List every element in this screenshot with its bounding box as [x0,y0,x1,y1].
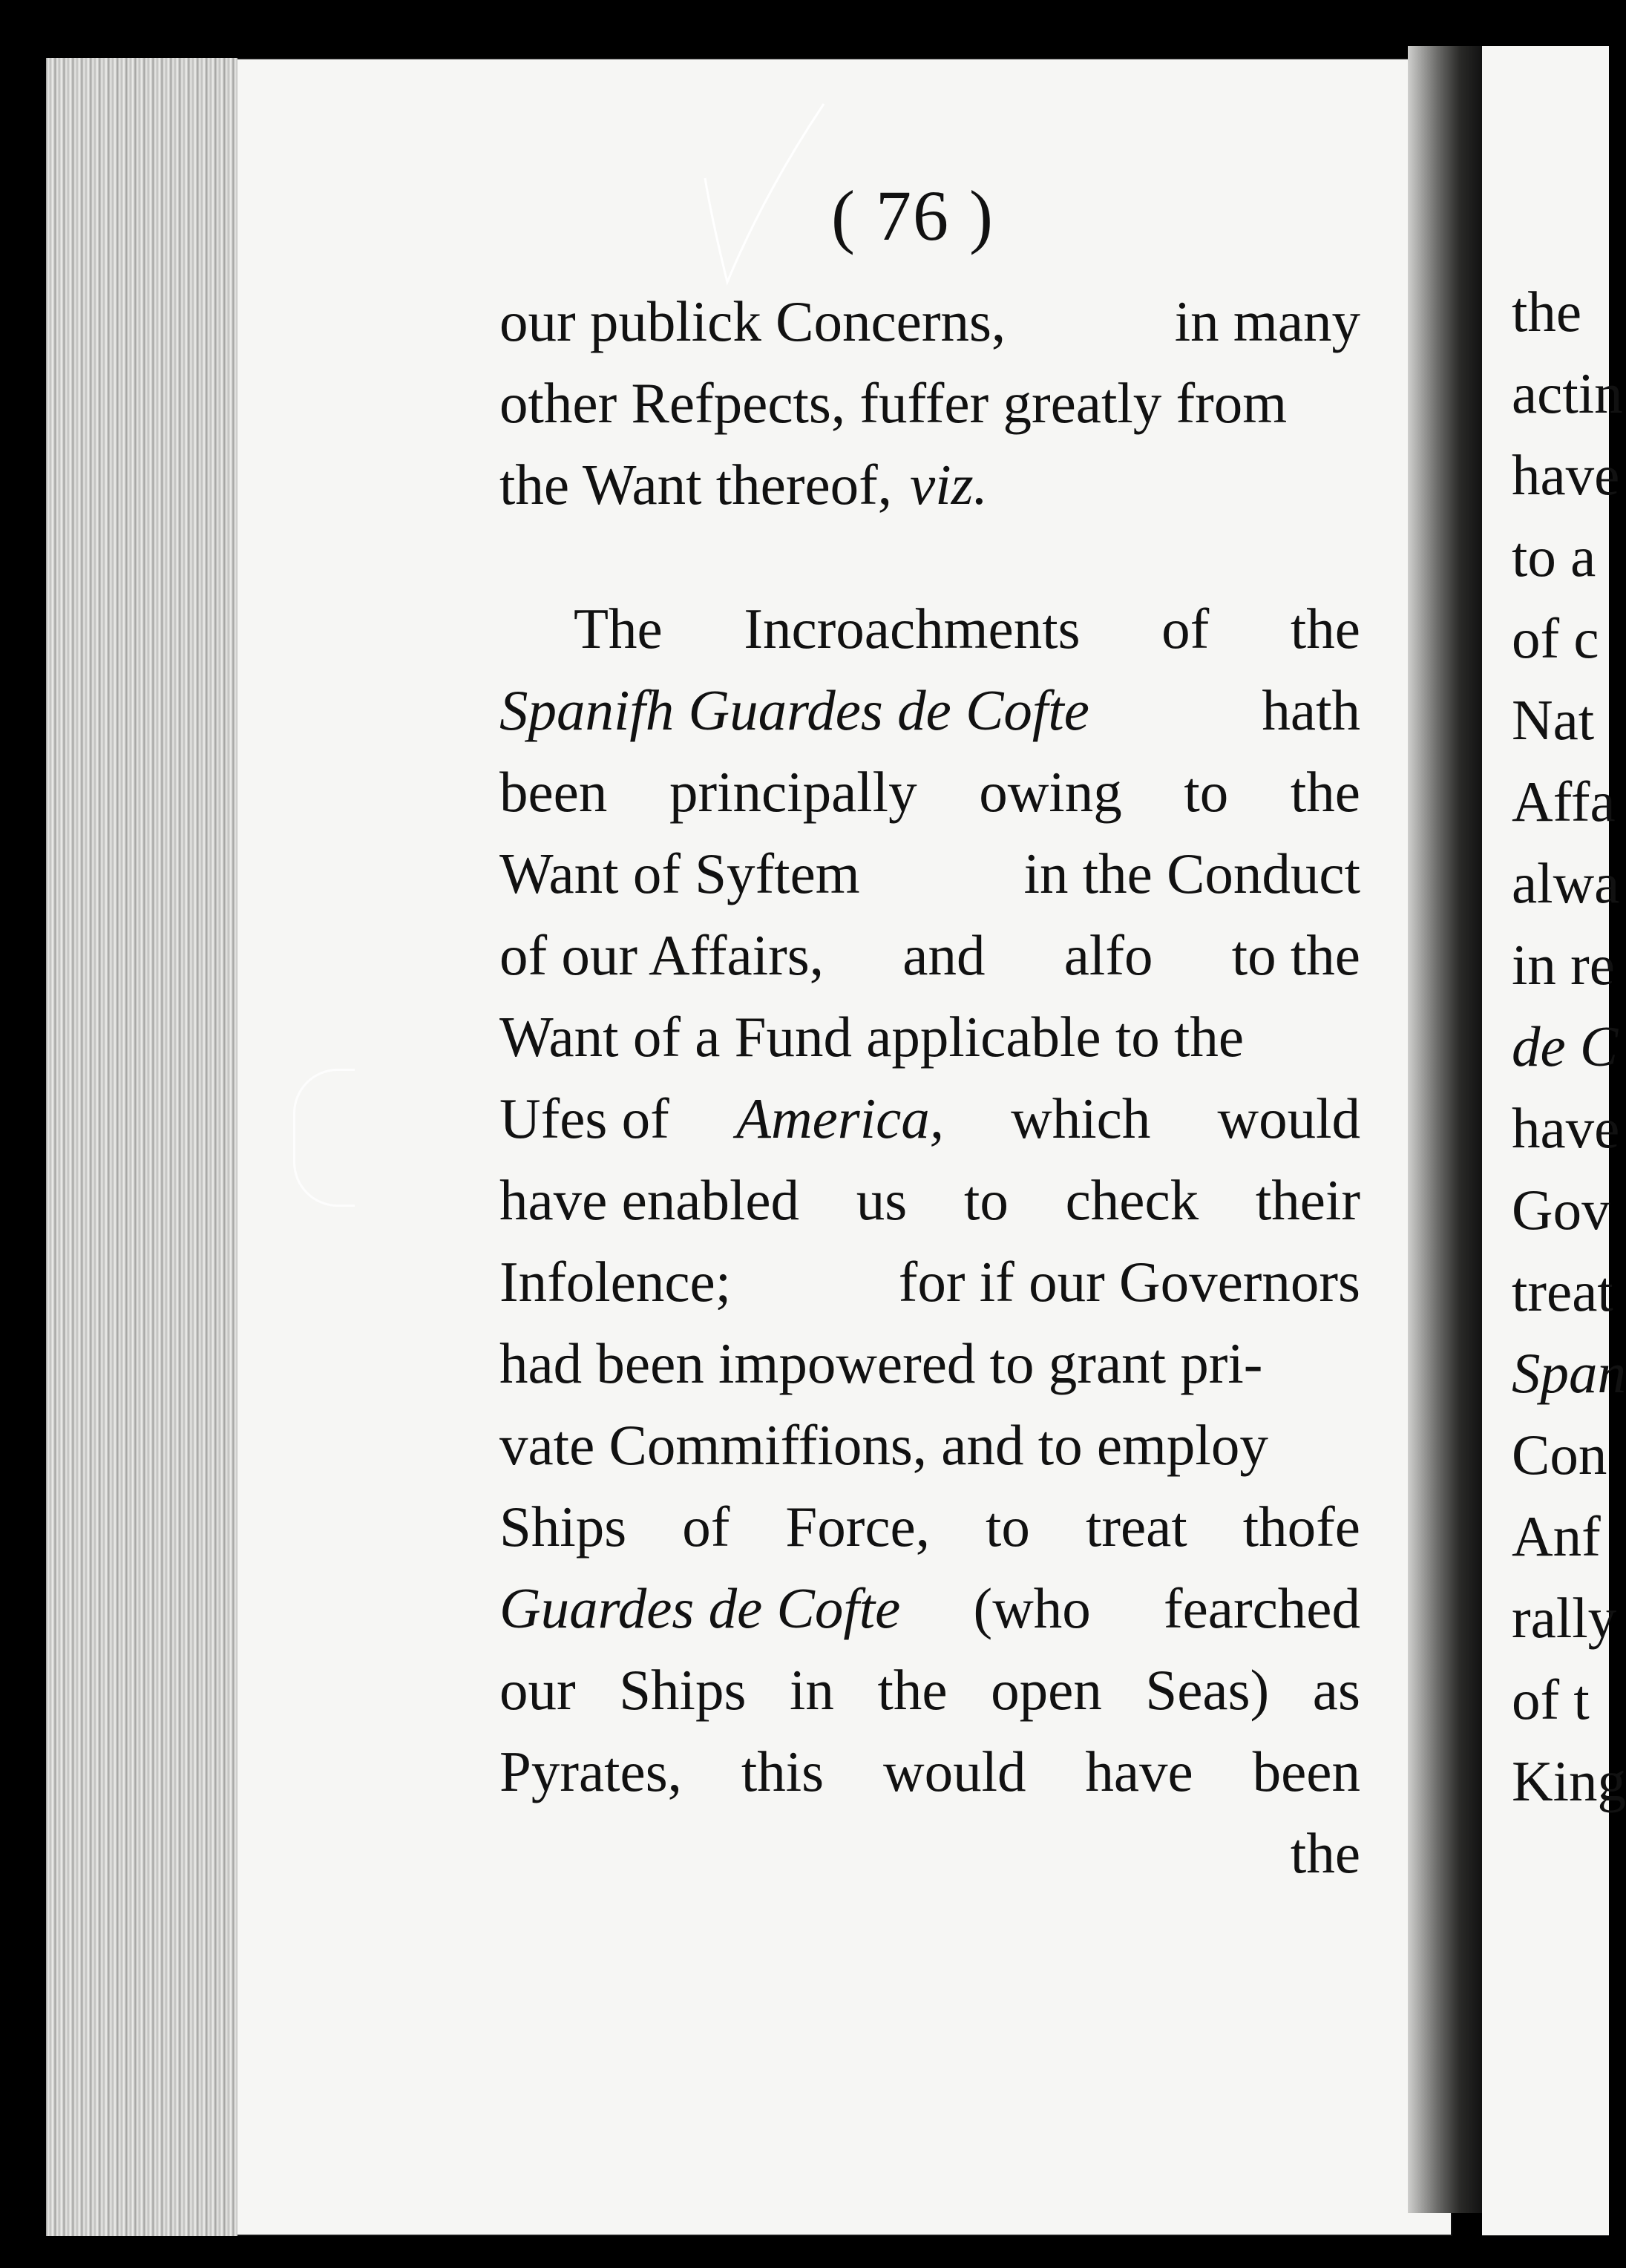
left-page-text [499,281,1360,1894]
fragment-line: alwa [1512,851,1620,915]
fragment-line: Gov [1512,1178,1610,1242]
right-page-text-fragments [1512,271,1626,1822]
fragment-line: rally [1512,1586,1617,1650]
fragment-line: of c [1512,606,1599,670]
text-line: had been impowered to grant pri- [499,1331,1263,1395]
text-line: other Refpects, fuffer greatly from [499,371,1288,435]
fragment-line: to a [1512,525,1596,589]
fragment-line: King [1512,1749,1626,1813]
fragment-line: actin [1512,361,1623,425]
fragment-line: have [1512,443,1620,507]
text-line: of our Affairs, and alfo to the [499,923,1360,987]
fragment-line: in re [1512,933,1615,997]
text-line: Want of a Fund applicable to the [499,1005,1245,1069]
fragment-line: Span [1512,1341,1626,1405]
catchword: the [1290,1821,1360,1885]
text-line: have enabled us to check their [499,1168,1360,1232]
text-line: Pyrates, this would have been [499,1740,1360,1803]
page-number: ( 76 ) [831,176,994,255]
text-line: Want of Syftem in the Conduct [499,842,1360,905]
text-line: our Ships in the open Seas) as [499,1658,1360,1722]
page-edges [46,58,237,2236]
fragment-line: de C [1512,1015,1619,1078]
fragment-line: have [1512,1096,1620,1160]
fragment-line: Affa [1512,770,1616,833]
fragment-line: the [1512,280,1582,344]
text-line: Ships of Force, to treat thofe [499,1495,1360,1559]
fragment-line: treat [1512,1259,1613,1323]
text-line: been principally owing to the [499,760,1360,824]
book-gutter [1408,46,1482,2213]
text-line: Guardes de Cofte (who fearched [499,1576,1360,1640]
fragment-line: Con [1512,1423,1607,1487]
text-line: The Incroachments of the [574,597,1360,661]
fragment-line: Nat [1512,688,1595,752]
text-line: Spanifh Guardes de Cofte hath [499,678,1360,742]
text-line: vate Commiffions, and to employ [499,1413,1268,1477]
page-smudge [293,1069,355,1207]
fragment-line: Anf [1512,1504,1601,1568]
text-line: the Want thereof, viz. [499,453,988,517]
fragment-line: of t [1512,1668,1590,1731]
text-line: our publick Concerns, in many [499,289,1360,353]
text-line: Infolence; for if our Governors [499,1250,1360,1314]
pencil-checkmark [698,96,831,289]
text-line: Ufes of America, which would [499,1087,1360,1150]
